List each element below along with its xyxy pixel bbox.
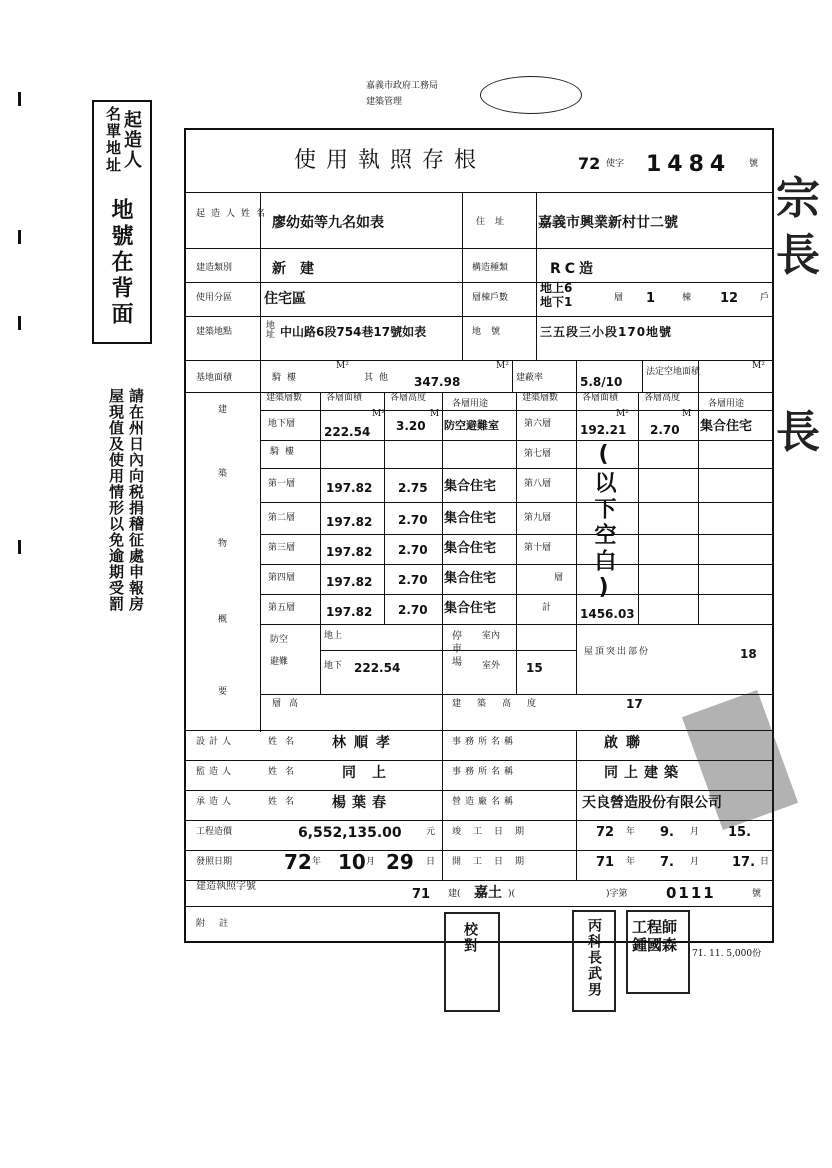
cost-value: 6,552,135.00: [298, 825, 402, 841]
license-year: 72: [578, 154, 601, 173]
r-floor-2: 第八層: [524, 479, 552, 489]
ymd-y3: 年: [626, 857, 636, 867]
l-area-2: 197.82: [326, 481, 373, 495]
shelter-above: 地上: [324, 631, 343, 641]
l-floor-2: 第一層: [268, 479, 296, 489]
designer-name-label: 姓名: [268, 737, 303, 747]
r-use-0: 集合住宅: [700, 419, 753, 434]
supervisor-firm-value: 同上建築: [604, 765, 684, 781]
supervisor-label: 監造人: [196, 767, 236, 777]
completion-label: 竣工日期: [452, 827, 537, 837]
l-use-5: 集合住宅: [444, 571, 497, 586]
structure-value: RC造: [550, 261, 598, 277]
category-value: 新建: [272, 261, 328, 277]
firm-value: 啟聯: [604, 735, 648, 751]
firm-label: 事務所名稱: [452, 737, 518, 747]
ymd-d3: 日: [760, 857, 770, 867]
ymd-y: 年: [626, 827, 636, 837]
left-note-col-2: 屋現值及使用情形以免逾期受罰: [107, 388, 125, 612]
stamp-check: [444, 912, 500, 1012]
shelter-below-value: 222.54: [354, 661, 401, 675]
permit-label: 建造執照字號: [196, 881, 256, 892]
households-unit: 戶: [760, 293, 770, 303]
stamp-chief-text: 丙科長武男: [586, 918, 602, 998]
print-note: 71. 11. 5,000份: [692, 949, 762, 959]
designer-name: 林順孝: [332, 735, 398, 751]
contractor-name-label: 姓名: [268, 797, 303, 807]
completion-month: 9.: [660, 825, 674, 840]
l-use-6: 集合住宅: [444, 601, 497, 616]
l-height-0: 3.20: [396, 419, 426, 433]
completion-day: 15.: [728, 825, 752, 840]
lot-label: 地號: [472, 327, 511, 337]
l-floor-6: 第五層: [268, 603, 296, 613]
summary-side-5: 要: [218, 687, 228, 697]
hdr-floor-r: 建築層數: [522, 393, 559, 403]
l-floor-5: 第四層: [268, 573, 296, 583]
contractor-label: 承造人: [196, 797, 236, 807]
edge-mark: [18, 92, 21, 106]
l-floor-4: 第三層: [268, 543, 296, 553]
permit-word: 嘉土: [474, 885, 502, 901]
edge-mark: [18, 316, 21, 330]
summary-side-1: 建: [218, 405, 228, 415]
base-arcade: 騎樓: [272, 373, 303, 383]
supervisor-firm-label: 事務所名稱: [452, 767, 518, 777]
hdr-height-l: 各層高度: [390, 393, 427, 403]
base-m2-2: M²: [496, 361, 509, 371]
ymd-d2: 日: [426, 857, 436, 867]
permit-word-suffix: )(: [508, 889, 516, 899]
applicant-label: 起造人姓名: [196, 209, 272, 219]
base-other: 其他: [364, 373, 395, 383]
roof-label: 屋頂突出部份: [584, 647, 651, 657]
left-note-col-1: 請在州日內向税捐稽征處申報房: [127, 388, 145, 612]
l-area-0: 222.54: [324, 425, 371, 439]
l-floor-3: 第二層: [268, 513, 296, 523]
permit-hao: 號: [752, 889, 762, 899]
company-value: 天良營造股份有限公司: [582, 795, 722, 811]
left-box-line-3: 地號在背面: [108, 198, 133, 328]
hdr-use-r: 各層用途: [708, 399, 745, 409]
summary-side-2: 築: [218, 469, 228, 479]
header-oval-stamp: [480, 76, 582, 114]
address-label: 住址: [476, 217, 515, 227]
floors-unit: 層: [614, 293, 624, 303]
edge-mark: [18, 230, 21, 244]
blank-note: (以下空白): [591, 442, 616, 604]
license-word: 使字: [606, 159, 625, 169]
license-number: 1484: [646, 152, 732, 177]
permit-year: 71: [412, 887, 431, 902]
buildings: 1: [646, 291, 656, 306]
l-use-4: 集合住宅: [444, 541, 497, 556]
coverage-label: 建蔽率: [516, 373, 544, 383]
lot-value: 三五段三小段170地號: [540, 325, 673, 339]
issue-day: 29: [386, 850, 414, 874]
coverage-value: 5.8/10: [580, 375, 623, 389]
stamp-engineer-text: 工程師鍾國森: [632, 918, 678, 954]
r-area-0: 192.21: [580, 423, 627, 437]
ymd-m2: 月: [366, 857, 376, 867]
designer-label: 設計人: [196, 737, 236, 747]
permit-number: 0111: [666, 884, 716, 902]
license-suffix: 號: [749, 159, 759, 169]
cost-label: 工程造價: [196, 827, 233, 837]
summary-side-3: 物: [218, 539, 228, 549]
unit-m: M²: [616, 409, 629, 419]
site-value: 中山路6段754巷17號如表: [280, 325, 427, 339]
base-other-value: 347.98: [414, 375, 461, 389]
l-height-2: 2.75: [398, 481, 428, 495]
l-area-5: 197.82: [326, 575, 373, 589]
edge-mark: [18, 540, 21, 554]
r-floor-0: 第六層: [524, 419, 552, 429]
site-label: 建築地點: [196, 327, 233, 337]
parking-indoor: 室內: [482, 631, 501, 641]
stamp-engineer: [626, 910, 690, 994]
stamp-check-text: 校對: [462, 922, 478, 954]
l-height-4: 2.70: [398, 543, 428, 557]
parking-outdoor: 室外: [482, 661, 501, 671]
supervisor-name: 同上: [342, 765, 402, 781]
l-use-0: 防空避難室: [444, 419, 499, 432]
hdr-area-l: 各層面積: [326, 393, 363, 403]
shelter-below: 地下: [324, 661, 343, 671]
l-height-5: 2.70: [398, 573, 428, 587]
r-area-6: 1456.03: [580, 607, 635, 621]
roof-value: 18: [740, 647, 757, 661]
issue-year: 72: [284, 850, 312, 874]
unit-m: M: [682, 409, 692, 419]
base-m2-1: M²: [336, 361, 349, 371]
category-label: 建造類別: [196, 263, 233, 273]
start-day: 17.: [732, 855, 756, 870]
floors-label: 層棟戶數: [472, 293, 509, 303]
legal-open-label: 法定空地面積: [646, 367, 701, 377]
summary-side-4: 概: [218, 615, 228, 625]
unit-m: M²: [372, 409, 385, 419]
parking-outdoor-value: 15: [526, 661, 543, 675]
stamp-chief: [572, 910, 616, 1012]
permit-zi: )字第: [606, 889, 628, 899]
issue-month: 10: [338, 850, 366, 874]
ymd-y2: 年: [312, 857, 322, 867]
license-form: [184, 128, 774, 943]
building-height-value: 17: [626, 697, 643, 711]
r-floor-6: 計: [542, 603, 552, 613]
l-area-4: 197.82: [326, 545, 373, 559]
structure-label: 構造種類: [472, 263, 509, 273]
form-title: 使用執照存根: [294, 148, 487, 173]
company-label: 營造廠名稱: [452, 797, 518, 807]
base-label: 基地面積: [196, 373, 233, 383]
right-edge-text: 宗 長 長: [776, 173, 820, 459]
ymd-m: 月: [690, 827, 700, 837]
unit-m: M: [430, 409, 440, 419]
zone-label: 使用分區: [196, 293, 233, 303]
left-box-line-2: 名單地址: [104, 106, 122, 174]
start-label: 開工日期: [452, 857, 537, 867]
address-value: 嘉義市興業新村廿二號: [538, 215, 678, 231]
parking-label: 停車場: [452, 631, 462, 668]
l-height-3: 2.70: [398, 513, 428, 527]
left-box-line-1: 起造人: [121, 110, 142, 170]
hdr-use-l: 各層用途: [452, 399, 489, 409]
r-floor-4: 第十層: [524, 543, 552, 553]
buildings-unit: 棟: [682, 293, 692, 303]
r-floor-5: 層: [554, 573, 564, 583]
completion-year: 72: [596, 825, 615, 840]
r-floor-1: 第七層: [524, 449, 552, 459]
supervisor-name-label: 姓名: [268, 767, 303, 777]
header-line-1: 嘉義市政府工務局: [366, 81, 439, 91]
applicant-value: 廖幼茹等九名如表: [272, 215, 384, 231]
contractor-name: 楊葉春: [332, 795, 392, 811]
eave-label: 層高: [272, 699, 307, 709]
start-month: 7.: [660, 855, 674, 870]
cost-unit: 元: [426, 827, 436, 837]
building-height-label: 建築高度: [452, 699, 553, 709]
hdr-area-r: 各層面積: [582, 393, 619, 403]
l-height-6: 2.70: [398, 603, 428, 617]
start-year: 71: [596, 855, 615, 870]
l-use-2: 集合住宅: [444, 479, 497, 494]
left-applicant-box: [92, 100, 152, 344]
l-floor-1: 騎樓: [270, 447, 301, 457]
zone-value: 住宅區: [264, 291, 306, 307]
hdr-floor-l: 建築層數: [266, 393, 303, 403]
ymd-m3: 月: [690, 857, 700, 867]
header-line-2: 建築管理: [366, 97, 403, 107]
hdr-height-r: 各層高度: [644, 393, 681, 403]
l-floor-0: 地下層: [268, 419, 296, 429]
l-use-3: 集合住宅: [444, 511, 497, 526]
site-addr-label: 地址: [264, 320, 274, 338]
l-area-6: 197.82: [326, 605, 373, 619]
floors-above: 地上6: [540, 281, 573, 295]
r-floor-3: 第九層: [524, 513, 552, 523]
issue-label: 發照日期: [196, 857, 233, 867]
floors-below: 地下1: [540, 295, 573, 309]
households: 12: [720, 291, 739, 306]
r-height-0: 2.70: [650, 423, 680, 437]
shelter-label: 防空避難: [270, 635, 289, 667]
permit-word-prefix: 建(: [448, 889, 461, 899]
legal-open-m2: M²: [752, 361, 765, 371]
remark-label: 附註: [196, 919, 243, 929]
l-area-3: 197.82: [326, 515, 373, 529]
